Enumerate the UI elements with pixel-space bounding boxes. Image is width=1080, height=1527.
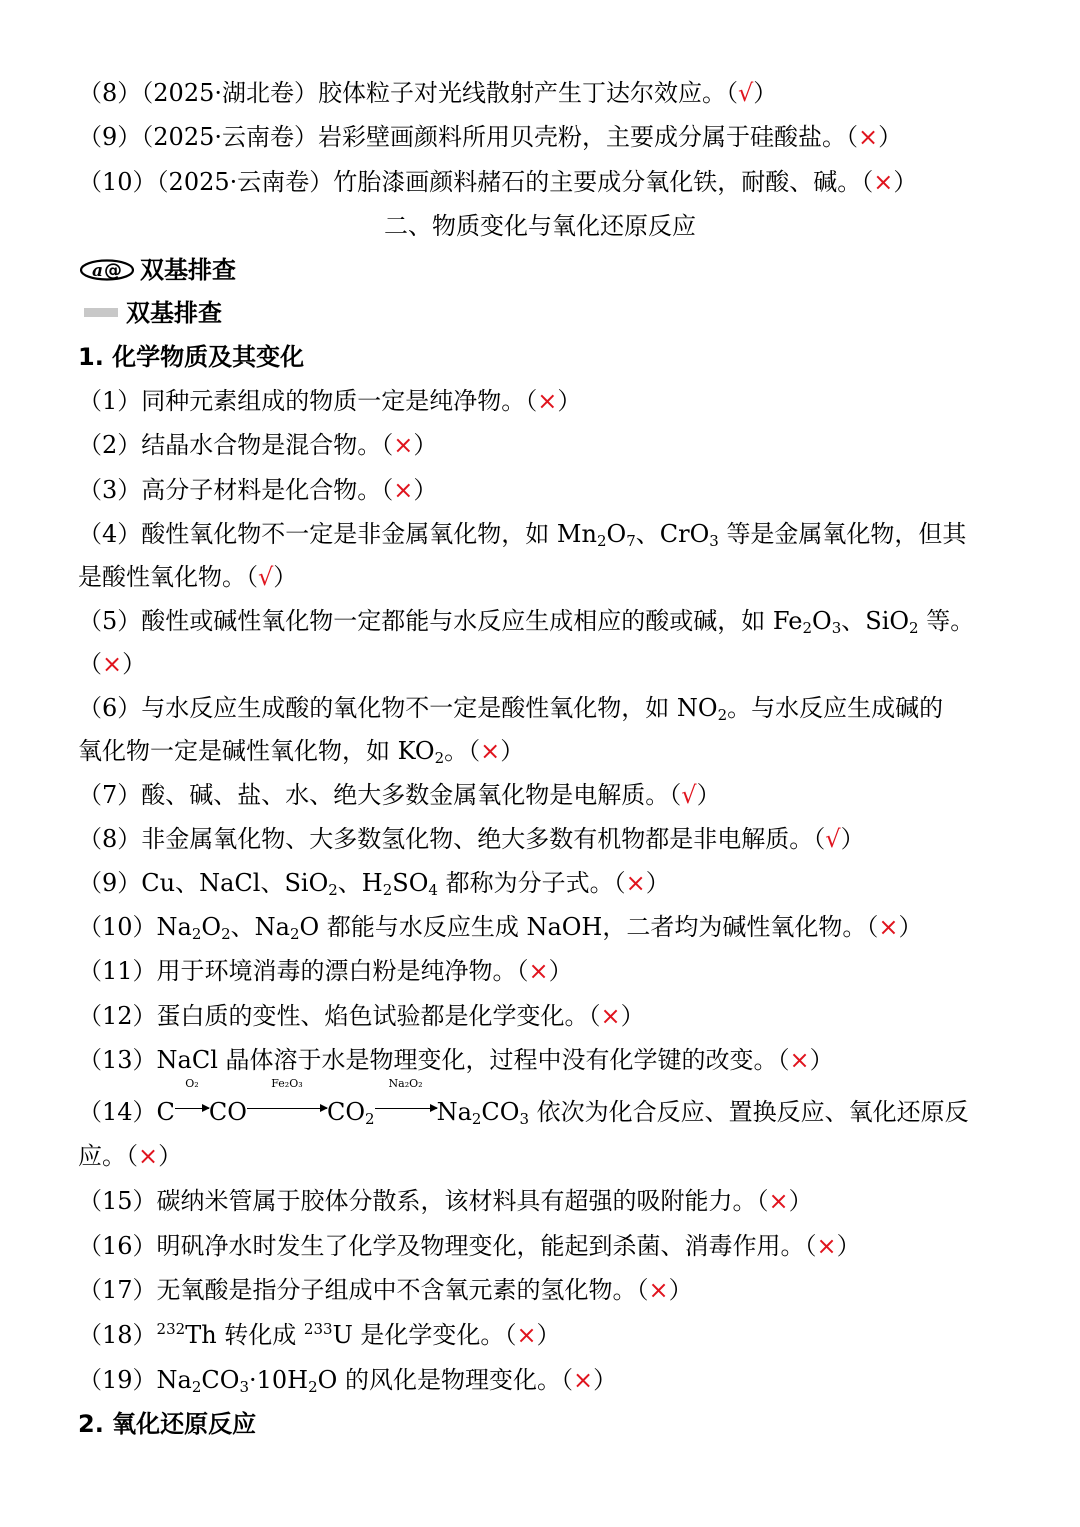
- paren-open: （: [468, 737, 481, 765]
- cross-mark-icon: ×: [789, 1046, 810, 1074]
- paren-open: （: [516, 957, 529, 985]
- item-text: 同种元素组成的物质一定是纯净物。: [141, 387, 526, 415]
- paren-close: ）: [893, 168, 918, 196]
- reaction-arrow-3: [375, 1077, 437, 1118]
- item-number: （8）: [78, 79, 142, 107]
- item-5: （5）酸性或碱性氧化物一定都能与水反应生成相应的酸或碱，如 $Fe_2O_3$、SiO$_2$ 等。: [78, 607, 975, 637]
- paren-close: ）: [620, 1002, 645, 1030]
- item-text: 转化成: [216, 1321, 304, 1349]
- mass-number: 232: [156, 1320, 186, 1338]
- paren-open: （: [504, 1321, 517, 1349]
- item-number: （3）: [78, 476, 142, 504]
- item-2: [78, 430, 1020, 462]
- item-text: 等是金属氧化物，但其: [726, 520, 967, 548]
- item-text: 的风化是物理变化。: [337, 1366, 561, 1394]
- item-number: （17）: [78, 1276, 157, 1304]
- cross-mark-icon: ×: [625, 869, 646, 897]
- item-18: [78, 1320, 1020, 1352]
- paren-open: （: [126, 1142, 138, 1170]
- paren-close: ）: [500, 737, 525, 765]
- reaction-arrow-2: [247, 1077, 327, 1118]
- paren-open: （: [381, 431, 394, 459]
- item-8: [78, 824, 1020, 856]
- formula-fe2o3: $Fe_2O_3$: [772, 607, 842, 637]
- arrow-label: Na₂O₂: [388, 1077, 423, 1090]
- item-number: （2）: [78, 431, 142, 459]
- item-text: 酸性或碱性氧化物一定都能与水反应生成相应的酸或碱，如: [141, 607, 773, 635]
- paren-open: （: [613, 869, 626, 897]
- paren-close: ）: [645, 869, 670, 897]
- cross-mark-icon: ×: [393, 476, 414, 504]
- item-number: （18）: [78, 1321, 157, 1349]
- paren-close: ）: [122, 650, 147, 678]
- paren-close: ）: [898, 913, 923, 941]
- item-14: [78, 1077, 1020, 1129]
- item-number: （9）: [78, 869, 142, 897]
- item-15: [78, 1186, 1020, 1218]
- item-number: （8）: [78, 825, 142, 853]
- nuclide-th: $^{232}$Th: [156, 1320, 217, 1349]
- item-text: NaCl 晶体溶于水是物理变化，过程中没有化学键的改变。: [156, 1046, 778, 1074]
- item-number: （12）: [78, 1002, 157, 1030]
- item-text: 岩彩壁画颜料所用贝壳粉，主要成分属于硅酸盐。: [318, 123, 846, 151]
- paren-close: ）: [878, 123, 903, 151]
- item-text: 酸、碱、盐、水、绝大多数金属氧化物是电解质。: [141, 781, 670, 809]
- item-16: [78, 1231, 1020, 1263]
- item-text: 依次为化合反应、置换反应、氧化还原反: [536, 1098, 969, 1126]
- check-mark-icon: √: [258, 563, 274, 591]
- formula-na2o2-na2o: $Na_2O_2$、$Na_2O$: [156, 913, 320, 943]
- nuclide-u: $^{233}$U: [303, 1320, 353, 1349]
- paren-open: （: [866, 913, 879, 941]
- formula-list: Cu、NaCl、SiO$_2$、$H_2SO_4$: [141, 869, 438, 899]
- item-text: 竹胎漆画颜料赭石的主要成分氧化铁，耐酸、碱。: [333, 168, 862, 196]
- item-number: （15）: [78, 1187, 157, 1215]
- formula-ko2: $KO_2$: [397, 737, 445, 767]
- svg-text:a: a: [92, 261, 104, 281]
- check-mark-icon: √: [681, 781, 697, 809]
- item-number: （11）: [78, 957, 157, 985]
- item-number: （10）: [78, 913, 157, 941]
- item-number: （14）: [78, 1098, 157, 1126]
- item-12: [78, 1001, 1020, 1033]
- logo-heading-text: 双基排查: [140, 256, 236, 284]
- item-number: （9）: [78, 123, 142, 151]
- item-text: 明矾净水时发生了化学及物理变化，能起到杀菌、消毒作用。: [156, 1232, 805, 1260]
- paren-open: （: [777, 1046, 790, 1074]
- bar-heading-text: 双基排查: [126, 299, 222, 327]
- item-text: 是化学变化。: [352, 1321, 505, 1349]
- arrow-label: Fe₂O₃: [271, 1077, 303, 1090]
- paren-close: ）: [753, 79, 778, 107]
- item-14-cont: [78, 1141, 1020, 1173]
- cross-mark-icon: ×: [873, 168, 894, 196]
- cross-mark-icon: ×: [816, 1232, 837, 1260]
- paren-open: （: [726, 79, 738, 107]
- item-text: 蛋白质的变性、焰色试验都是化学变化。: [156, 1002, 589, 1030]
- item-number: （19）: [78, 1366, 157, 1394]
- at-logo-icon: [80, 259, 134, 281]
- paren-close: ）: [836, 1232, 861, 1260]
- paren-close: ）: [413, 431, 438, 459]
- paren-open: （: [813, 825, 826, 853]
- item-number: （6）: [78, 694, 142, 722]
- subsection-title-1: 1. 化学物质及其变化: [78, 343, 305, 371]
- item-17: [78, 1275, 1020, 1307]
- paren-close: ）: [788, 1187, 813, 1215]
- item-text: 高分子材料是化合物。: [141, 476, 382, 504]
- item-text: 用于环境消毒的漂白粉是纯净物。: [156, 957, 517, 985]
- item-11: [78, 956, 1020, 988]
- arrow-label: O₂: [185, 1077, 199, 1090]
- subsection-title-2: 2. 氧化还原反应: [78, 1410, 257, 1438]
- cross-mark-icon: ×: [878, 913, 899, 941]
- item-number: （10）: [78, 168, 157, 196]
- item-text: 碳纳米管属于胶体分散系，该材料具有超强的吸附能力。: [156, 1187, 757, 1215]
- item-top-8: [78, 78, 1020, 110]
- item-source: （2025·云南卷）: [156, 168, 334, 196]
- paren-open: （: [588, 1002, 601, 1030]
- paren-open: （: [560, 1366, 573, 1394]
- cross-mark-icon: ×: [393, 431, 414, 459]
- cross-mark-icon: ×: [528, 957, 549, 985]
- item-text: 都能与水反应生成 NaOH，二者均为碱性氧化物。: [319, 913, 867, 941]
- cross-mark-icon: ×: [138, 1142, 159, 1170]
- paren-open: （: [804, 1232, 817, 1260]
- paren-open: （: [846, 123, 858, 151]
- cross-mark-icon: ×: [480, 737, 501, 765]
- formula-sio2: SiO$_2$: [865, 607, 919, 637]
- item-6: [78, 693, 1020, 725]
- reaction-arrow-1: [175, 1077, 209, 1118]
- mass-number: 233: [303, 1320, 333, 1338]
- item-text: 是酸性氧化物。: [78, 563, 246, 591]
- bar-heading: [78, 298, 1020, 330]
- cross-mark-icon: ×: [572, 1366, 594, 1394]
- item-top-10: [78, 167, 1020, 199]
- item-text: 。与水反应生成碱的: [727, 694, 944, 722]
- paren-open: （: [78, 650, 102, 678]
- formula-soda-decahydrate: $Na_2CO_3\cdot 10H_2O$: [156, 1366, 338, 1396]
- paren-close: ）: [557, 387, 582, 415]
- item-text: 等。: [926, 607, 975, 635]
- cross-mark-icon: ×: [537, 387, 558, 415]
- item-text: 结晶水合物是混合物。: [141, 431, 382, 459]
- paren-close: ）: [593, 1366, 618, 1394]
- item-19: [78, 1365, 1020, 1397]
- item-number: （13）: [78, 1046, 157, 1074]
- formula-mn2o7: $Mn_2O_7$: [556, 520, 636, 550]
- paren-open: （: [636, 1276, 649, 1304]
- paren-close: ）: [696, 781, 721, 809]
- cross-mark-icon: ×: [858, 123, 879, 151]
- paren-open: （: [246, 563, 258, 591]
- item-6-cont: [78, 736, 1020, 768]
- item-text: 氧化物一定是碱性氧化物，如: [78, 737, 398, 765]
- item-3: [78, 475, 1020, 507]
- logo-heading: [80, 255, 1020, 287]
- paren-close: ）: [273, 563, 298, 591]
- paren-open: （: [525, 387, 538, 415]
- paren-close: ）: [413, 476, 438, 504]
- cross-mark-icon: ×: [102, 650, 123, 678]
- item-number: （1）: [78, 387, 142, 415]
- item-text: 胶体粒子对光线散射产生丁达尔效应。: [318, 79, 726, 107]
- item-text: 。: [444, 737, 469, 765]
- paren-close: ）: [668, 1276, 693, 1304]
- heading-bar-icon: [84, 308, 118, 317]
- paren-close: ）: [536, 1321, 561, 1349]
- cross-mark-icon: ×: [648, 1276, 669, 1304]
- paren-open: （: [861, 168, 874, 196]
- cross-mark-icon: ×: [600, 1002, 621, 1030]
- item-text: 无氧酸是指分子组成中不含氧元素的氢化物。: [156, 1276, 637, 1304]
- paren-close: ）: [548, 957, 573, 985]
- item-source: （2025·云南卷）: [141, 123, 318, 151]
- item-4: （4）酸性氧化物不一定是非金属氧化物，如 $Mn_2O_7$、CrO$_3$ 等是金属氧化物，但其: [78, 520, 967, 550]
- item-top-9: [78, 122, 1020, 154]
- paren-close: ）: [158, 1142, 183, 1170]
- paren-open: （: [669, 781, 682, 809]
- item-text: 与水反应生成酸的氧化物不一定是酸性氧化物，如: [141, 694, 677, 722]
- paren-open: （: [381, 476, 394, 504]
- section-title: 二、物质变化与氧化还原反应: [384, 212, 696, 240]
- item-text: 非金属氧化物、大多数氢化物、绝大多数有机物都是非电解质。: [141, 825, 814, 853]
- item-7: [78, 780, 1020, 812]
- item-10: [78, 912, 1020, 944]
- item-13: [78, 1045, 1020, 1077]
- cross-mark-icon: ×: [768, 1187, 789, 1215]
- formula-cro3: CrO$_3$: [659, 520, 719, 550]
- item-1: [78, 386, 1020, 418]
- item-number: （16）: [78, 1232, 157, 1260]
- item-number: （5）: [78, 607, 142, 635]
- item-4-cont: [78, 562, 1020, 594]
- reaction-chain: C O₂ CO Fe₂O₃ $CO_2$ Na₂O₂ $Na_2CO_3$: [156, 1077, 530, 1128]
- cross-mark-icon: ×: [516, 1321, 537, 1349]
- item-text: 都称为分子式。: [445, 869, 614, 897]
- item-text: 应。: [78, 1142, 126, 1170]
- paren-open: （: [756, 1187, 769, 1215]
- paren-close: ）: [840, 825, 865, 853]
- item-number: （7）: [78, 781, 142, 809]
- paren-close: ）: [809, 1046, 834, 1074]
- item-9: [78, 868, 1020, 900]
- svg-text:@: @: [104, 260, 122, 281]
- item-source: （2025·湖北卷）: [141, 79, 318, 107]
- check-mark-icon: √: [738, 79, 754, 107]
- item-number: （4）: [78, 520, 142, 548]
- item-5-cont: [78, 649, 1020, 681]
- check-mark-icon: √: [825, 825, 841, 853]
- item-text: 酸性氧化物不一定是非金属氧化物，如: [141, 520, 557, 548]
- formula-no2: $NO_2$: [676, 694, 728, 724]
